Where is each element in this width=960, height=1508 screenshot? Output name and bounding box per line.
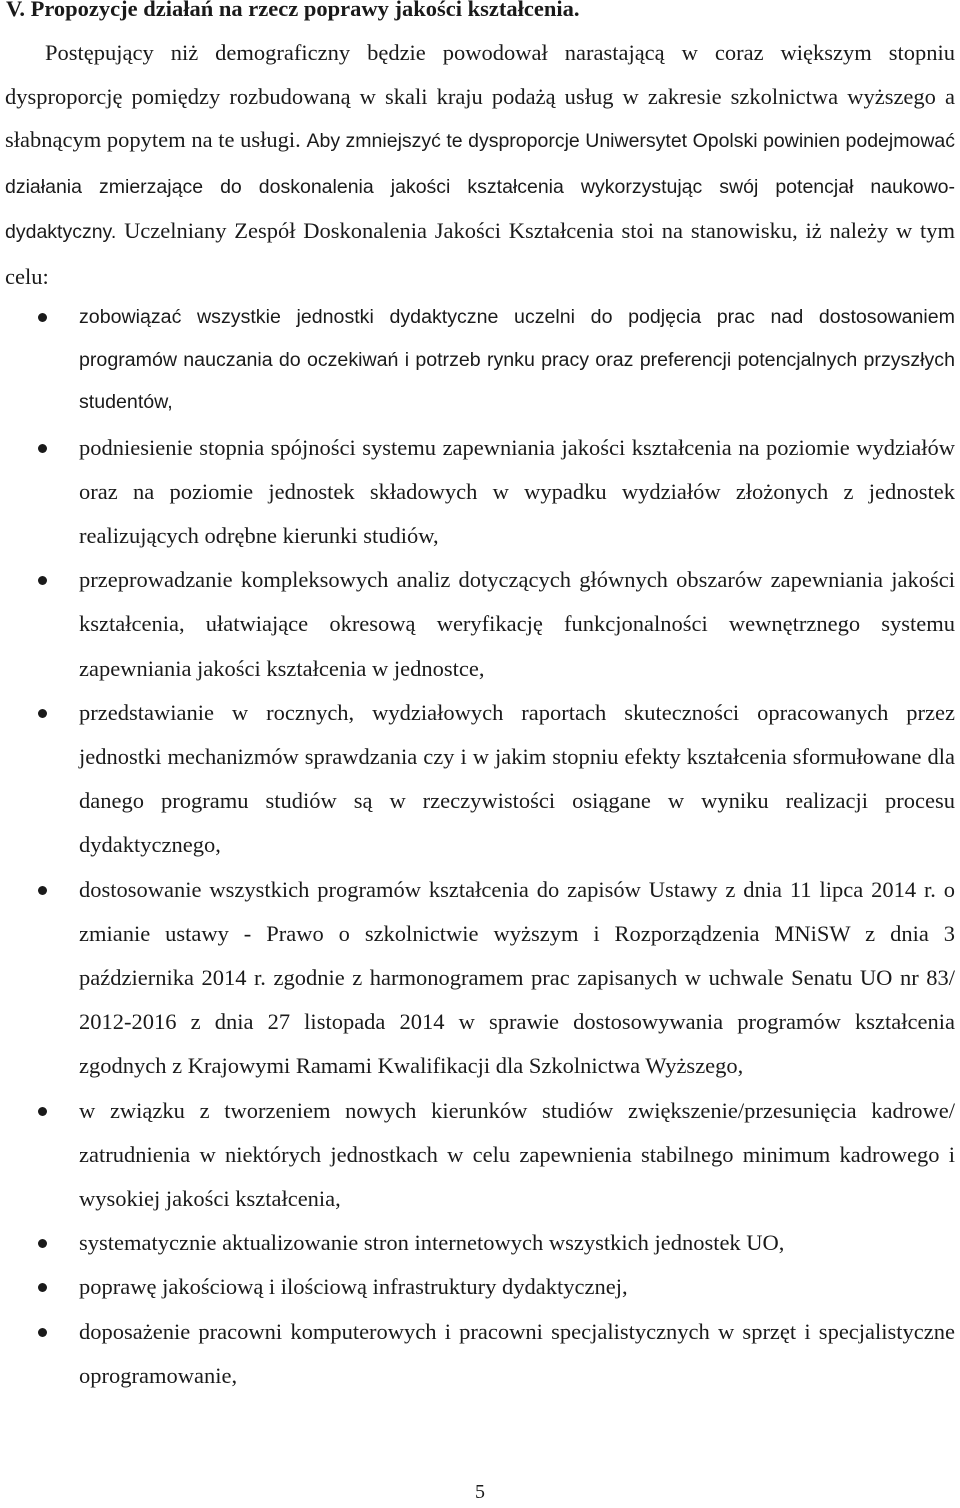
bullet-icon (38, 1239, 47, 1248)
bullet-icon (38, 886, 47, 895)
intro-paragraph (5, 31, 955, 299)
list-item (0, 691, 955, 868)
bullet-icon (38, 313, 47, 322)
list-item-text: doposażenie pracowni komputerowych i pracowni specjalistycznych w sprzęt i specjalistyczne oprogramowanie, (79, 1318, 955, 1388)
list-item-text: poprawę jakościową i ilościową infrastruktury dydaktycznej, (79, 1274, 628, 1300)
list-item-text: zobowiązać wszystkie jednostki dydaktyczne uczelni do podjęcia prac nad dostosowaniem programów nauczania do oczekiwań i potrzeb rynku pracy oraz preferencji potencjalnych przyszłych studentów, (79, 306, 955, 413)
proposal-list (0, 296, 960, 1398)
bullet-icon (38, 444, 47, 453)
intro-sentence-3: Uczelniany Zespół Doskonalenia Jakości Kształcenia stoi na stanowisku, iż należy w tym celu: (5, 218, 955, 289)
list-item (0, 1310, 955, 1398)
bullet-icon (38, 1107, 47, 1116)
section-heading: V. Propozycje działań na rzecz poprawy jakości kształcenia. (6, 0, 580, 21)
bullet-icon (38, 709, 47, 718)
list-item (0, 1265, 955, 1309)
list-item (0, 1221, 955, 1265)
bullet-icon (38, 1283, 47, 1292)
list-item-text: podniesienie stopnia spójności systemu zapewniania jakości kształcenia na poziomie wydziałów oraz na poziomie jednostek składowych w wypadku wydziałów złożonych z jednostek realizujących odrębne kierunki studiów, (79, 434, 955, 548)
list-item-text: w związku z tworzeniem nowych kierunków studiów zwiększenie/przesunięcia kadrowe/ zatrudnienia w niektórych jednostkach w celu zapewnienia stabilnego minimum kadrowego i wysokiej jakości kształcenia, (79, 1097, 955, 1211)
bullet-icon (38, 576, 47, 585)
list-item-text: przeprowadzanie kompleksowych analiz dotyczących głównych obszarów zapewniania jakości kształcenia, ułatwiające okresową weryfikację funkcjonalności wewnętrznego systemu zapewniania jakości kształcenia w jednostce, (79, 567, 955, 681)
list-item-text: systematycznie aktualizowanie stron internetowych wszystkich jednostek UO, (79, 1230, 785, 1256)
bullet-icon (38, 1328, 47, 1337)
intro-sentence-1: Postępujący niż demograficzny będzie powodował narastającą w coraz większym stopniu dysproporcję pomiędzy rozbudowaną w skali kraju podażą usług w zakresie szkolnictwa wyższego a słabnącym popytem na te usługi. (5, 40, 955, 153)
intro-sentence-2: Aby zmniejszyć te dysproporcje Uniwersytet Opolski powinien podejmować działania zmierzające do doskonalenia jakości kształcenia wykorzystując swój potencjał naukowo-dydaktyczny. (5, 130, 955, 244)
list-item (0, 1089, 955, 1222)
list-item-text: dostosowanie wszystkich programów kształcenia do zapisów Ustawy z dnia 11 lipca 2014 r. o zmianie ustawy - Prawo o szkolnictwie wyższym i Rozporządzenia MNiSW z dnia 3 października 2014 r. zgodnie z harmonogramem prac zapisanych w uchwale Senatu UO nr 83/ 2012-2016 z dnia 27 listopada 2014 w sprawie dostosowywania programów kształcenia zgodnych z Krajowymi Ramami Kwalifikacji dla Szkolnictwa Wyższego, (79, 876, 955, 1079)
page-number: 5 (475, 1481, 485, 1503)
list-item (0, 558, 955, 691)
list-item (0, 426, 955, 559)
list-item (0, 868, 955, 1089)
list-item-text: przedstawianie w rocznych, wydziałowych raportach skuteczności opracowanych przez jednostki mechanizmów sprawdzania czy i w jakim stopniu efekty kształcenia sformułowane dla danego programu studiów są w rzeczywistości osiągane w wyniku realizacji procesu dydaktycznego, (79, 699, 955, 858)
list-item (0, 296, 955, 424)
